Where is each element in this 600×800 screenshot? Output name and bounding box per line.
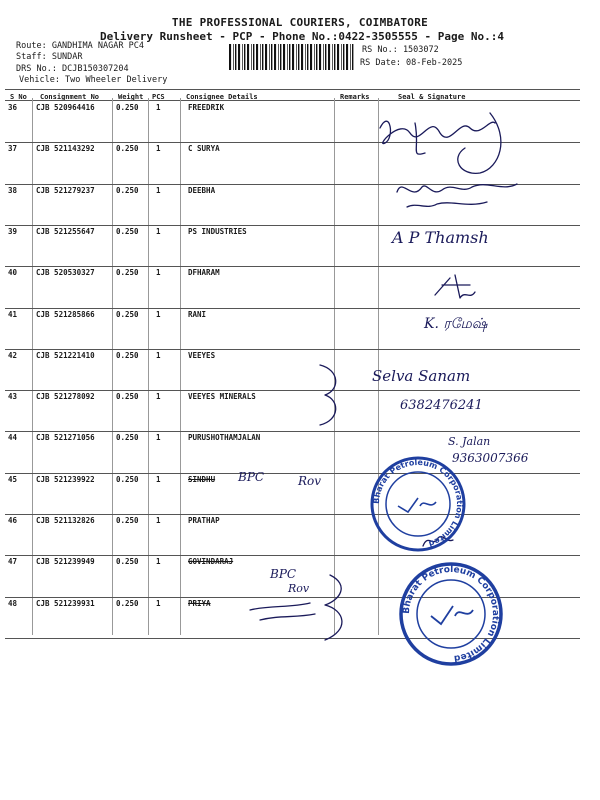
row-consignee: C SURYA <box>188 144 220 154</box>
signature-row39: A P Thamsh <box>392 228 489 247</box>
annotation-row45: BPC <box>238 470 265 484</box>
row-consignment-no: CJB 520530327 <box>36 268 95 278</box>
row-sno: 38 <box>8 185 18 195</box>
row-consignee: PS INDUSTRIES <box>188 226 247 236</box>
row-pcs: 1 <box>156 144 161 154</box>
row-weight: 0.250 <box>116 516 139 525</box>
row-consignee: VEEYES <box>188 350 216 360</box>
phone-row44: 9363007366 <box>452 451 529 465</box>
barcode <box>229 44 357 70</box>
row-consignment-no: CJB 521279237 <box>36 185 95 195</box>
row-sno: 47 <box>8 557 18 567</box>
row-pcs: 1 <box>156 226 161 236</box>
row-consignment-no: CJB 521143292 <box>36 144 95 154</box>
row-pcs: 1 <box>156 268 161 278</box>
row-pcs: 1 <box>156 103 161 112</box>
row-weight: 0.250 <box>116 474 139 484</box>
row-weight: 0.250 <box>116 268 139 278</box>
row-divider <box>5 431 580 432</box>
rs-number: RS No.: 1503072 <box>362 45 439 55</box>
row-pcs: 1 <box>156 598 161 608</box>
row-consignee: GOVINDARAJ <box>188 557 234 567</box>
row-consignee: FREEDRIK <box>188 103 225 112</box>
signature-row42-43: Selva Sanam <box>372 367 471 385</box>
row-consignment-no: CJB 521278092 <box>36 392 95 402</box>
col-sno: S No <box>10 93 27 101</box>
row-divider <box>5 473 580 474</box>
row-consignee: RANI <box>188 309 207 319</box>
rs-date: RS Date: 08-Feb-2025 <box>360 58 463 68</box>
row-sno: 39 <box>8 226 18 236</box>
row-sno: 42 <box>8 350 18 360</box>
corporation-stamp-bottom <box>397 560 505 668</box>
row-consignment-no: CJB 521285866 <box>36 309 95 319</box>
row-consignee: VEEYES MINERALS <box>188 392 256 402</box>
row-sno: 43 <box>8 392 18 402</box>
row-sno: 41 <box>8 309 18 319</box>
row-consignment-no: CJB 521239949 <box>36 557 95 567</box>
row-weight: 0.250 <box>116 350 139 360</box>
signature-row40 <box>430 270 480 302</box>
row-consignment-no: CJB 521221410 <box>36 350 95 360</box>
row-weight: 0.250 <box>116 103 139 112</box>
row-divider <box>5 390 580 391</box>
row-consignment-no: CJB 521239931 <box>36 598 95 608</box>
row-divider <box>5 514 580 515</box>
stamp-top-text: Bharat Petroleum Corporation Limited <box>371 457 465 549</box>
header-top-rule <box>5 89 580 90</box>
row-weight: 0.250 <box>116 185 139 195</box>
row-consignment-no: CJB 521239922 <box>36 474 95 484</box>
row-sno: 44 <box>8 433 18 443</box>
row-pcs: 1 <box>156 185 161 195</box>
row-sno: 40 <box>8 268 18 278</box>
row-weight: 0.250 <box>116 226 139 236</box>
col-consignee: Consignee Details <box>186 93 258 101</box>
row-pcs: 1 <box>156 557 161 567</box>
row-pcs: 1 <box>156 474 161 484</box>
row-sno: 48 <box>8 598 18 608</box>
col-seal-signature: Seal & Signature <box>398 93 466 101</box>
annotation-row47: BPC <box>270 567 297 581</box>
row-sno: 36 <box>8 103 18 112</box>
row-divider <box>5 266 580 267</box>
route-label: Route: GANDHIMA NAGAR PC4 <box>16 41 144 51</box>
row-sno: 46 <box>8 516 18 525</box>
row-pcs: 1 <box>156 350 161 360</box>
col-consignment: Consignment No <box>40 93 100 101</box>
row-weight: 0.250 <box>116 598 139 608</box>
stamp-bottom-text: Bharat Petroleum Corporation Limited <box>401 564 501 663</box>
col-weight: Weight <box>118 93 144 101</box>
bracket-row42-43 <box>310 360 350 430</box>
row-pcs: 1 <box>156 309 161 319</box>
row-consignee: DFHARAM <box>188 268 220 278</box>
row-weight: 0.250 <box>116 557 139 567</box>
row-consignee: SINDHU <box>188 474 216 484</box>
staff-label: Staff: SUNDAR <box>16 52 83 62</box>
row-weight: 0.250 <box>116 433 139 443</box>
col-pcs: PCS <box>152 93 165 101</box>
phone-row43: 6382476241 <box>400 398 483 413</box>
signature-row36-37 <box>370 108 520 178</box>
row-divider <box>5 349 580 350</box>
row-pcs: 1 <box>156 392 161 402</box>
row-consignment-no: CJB 521271056 <box>36 433 95 443</box>
header-bottom-rule <box>5 100 580 101</box>
vehicle-label: Vehicle: Two Wheeler Delivery <box>19 75 168 85</box>
signature-row44: S. Jalan <box>448 435 491 448</box>
row-consignment-no: CJB 521255647 <box>36 226 95 236</box>
row-divider <box>5 225 580 226</box>
annotation-row47-b: Rov <box>288 582 310 595</box>
row-weight: 0.250 <box>116 392 139 402</box>
signature-row41: K. ரமேஷ் <box>424 316 488 332</box>
scribble-row47-48 <box>240 570 360 650</box>
row-pcs: 1 <box>156 516 161 525</box>
row-pcs: 1 <box>156 433 161 443</box>
row-divider <box>5 308 580 309</box>
runsheet-subtitle: Delivery Runsheet - PCP - Phone No.:0422-3505555 - Page No.:4 <box>100 30 504 43</box>
row-sno: 37 <box>8 144 18 154</box>
row-consignment-no: CJB 521132826 <box>36 516 95 525</box>
company-title: THE PROFESSIONAL COURIERS, COIMBATORE <box>171 16 429 29</box>
row-divider <box>5 555 580 556</box>
row-consignee: PRATHAP <box>188 516 220 525</box>
row-consignee: PRIYA <box>188 598 211 608</box>
row-consignment-no: CJB 520964416 <box>36 103 95 112</box>
row-weight: 0.250 <box>116 309 139 319</box>
row-sno: 45 <box>8 474 18 484</box>
signature-row38 <box>392 172 522 214</box>
row-consignee: DEEBHA <box>188 185 216 195</box>
annotation-row45-b: Rov <box>298 474 322 488</box>
row-consignee: PURUSHOTHAMJALAN <box>188 433 261 443</box>
drs-label: DRS No.: DCJB150307204 <box>16 64 129 74</box>
row-weight: 0.250 <box>116 144 139 154</box>
corporation-stamp-top <box>368 454 468 554</box>
col-remarks: Remarks <box>340 93 370 101</box>
